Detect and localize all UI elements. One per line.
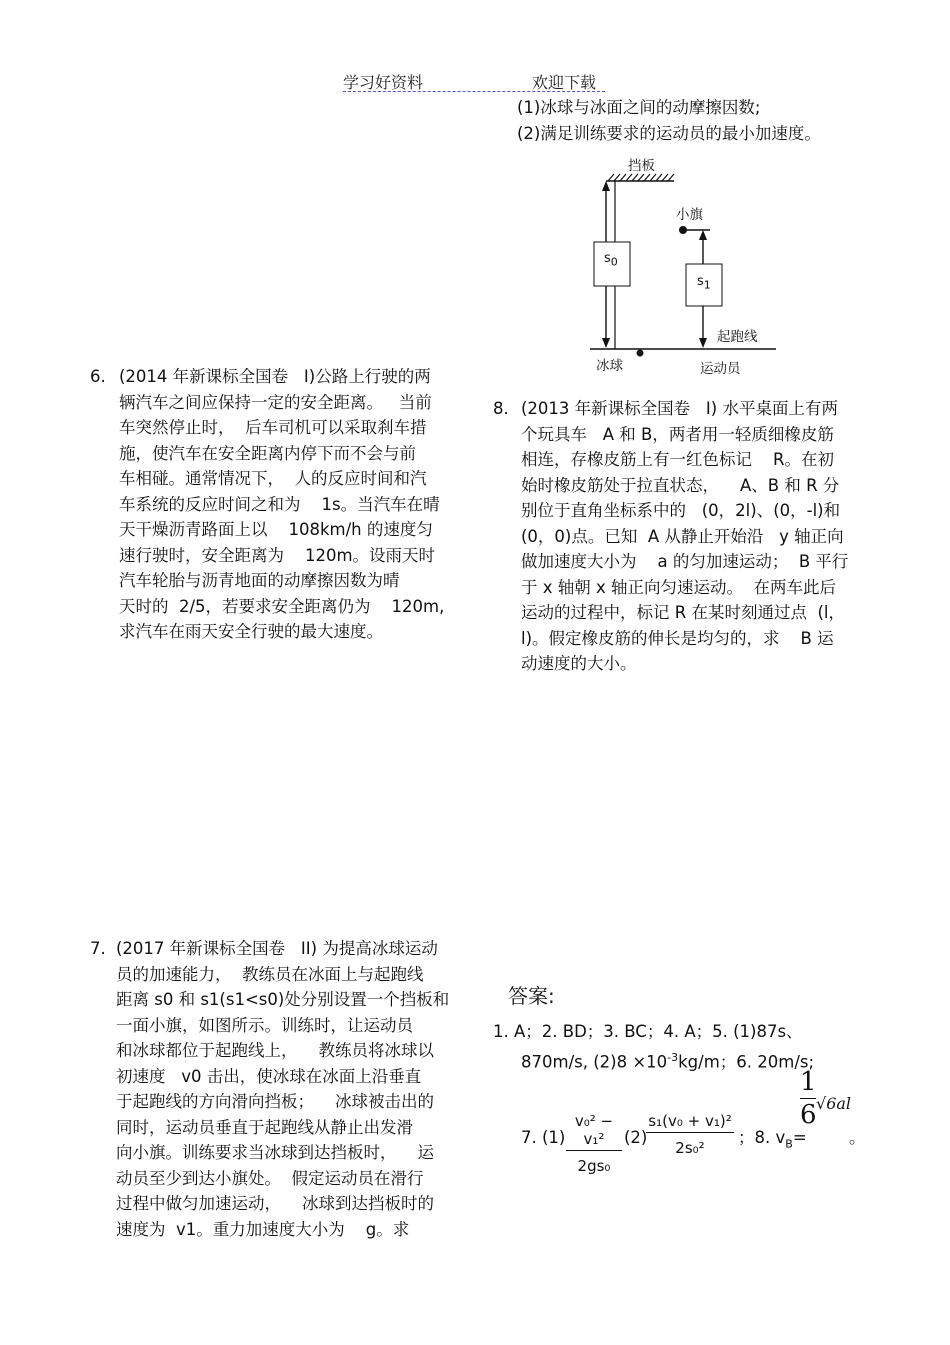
q8-text: [521, 396, 848, 677]
answer8-end: 。: [849, 1128, 866, 1147]
baffle-label: 挡板: [628, 158, 655, 174]
answer7-fraction-1-numerator: v₀² − v₁²: [566, 1112, 622, 1151]
q6-line: 车突然停止时， 后车司机可以采取刹车措: [119, 418, 427, 437]
q6-line: 速行驶时，安全距离为 120m。设雨天时: [119, 545, 436, 565]
answer7-fraction-2-numerator: s₁(v₀ + v₁)²: [646, 1112, 734, 1133]
start-line-label: 起跑线: [717, 329, 758, 345]
q7-line: 初速度 v0 击出，使冰球在冰面上沿垂直: [116, 1066, 422, 1086]
q6-line: 辆汽车之间应保持一定的安全距离。 当前: [119, 392, 432, 412]
answer7-fraction-1-denominator: 2gs₀: [577, 1157, 611, 1175]
q7-line: 和冰球都位于起跑线上， 教练员将冰球以: [116, 1041, 434, 1060]
q7-line: 一面小旗，如图所示。训练时，让运动员: [116, 1015, 413, 1035]
q7-line: 速度为 v1。重力加速度大小为 g。求: [116, 1219, 410, 1239]
answers-line-2: 870m/s, $(2)8 \times 10^{-3}kg/m$；6. 20m/s;: [521, 1051, 815, 1072]
q6-line: 求汽车在雨天安全行驶的最大速度。: [119, 622, 383, 641]
q7-part-2: (2)满足训练要求的运动员的最小加速度。: [517, 123, 821, 143]
q8-line: 个玩具车 A 和 B，两者用一轻质细橡皮筋: [521, 424, 834, 444]
q6-line: 车系统的反应时间之和为 1s。当汽车在晴: [119, 494, 440, 514]
s1-label: $s_1$: [697, 274, 711, 292]
answer7-label: 7. (1): [521, 1128, 566, 1147]
q6-text: [119, 364, 444, 645]
q8-line: 动速度的大小。: [521, 654, 637, 673]
q8-number: 8.: [493, 399, 509, 418]
q7-line: 动员至少到达小旗处。 假定运动员在滑行: [116, 1168, 424, 1188]
answer7-fraction-1: [566, 1112, 622, 1175]
q6-line: 车相碰。通常情况下， 人的反应时间和汽: [119, 469, 427, 488]
header-right: 欢迎下载: [532, 73, 597, 92]
q7-part-1: (1)冰球与冰面之间的动摩擦因数;: [517, 98, 761, 117]
q8-line: 始时橡皮筋处于拉直状态， A、B 和 R 分: [521, 475, 840, 495]
q8-line: 于 x 轴朝 x 轴正向匀速运动。 在两车此后: [521, 577, 836, 597]
q7-text: [116, 936, 449, 1242]
q7-line: 同时，运动员垂直于起跑线从静止出发滑: [116, 1117, 413, 1137]
flag-label: 小旗: [676, 207, 703, 223]
q7-line: 员的加速能力， 教练员在冰面上与起跑线: [116, 964, 424, 984]
q7-line: 向小旗。训练要求当冰球到达挡板时， 运: [116, 1143, 434, 1162]
q8-line: (2013 年新课标全国卷 I) 水平桌面上有两: [521, 399, 838, 418]
q8-line: l)。假定橡皮筋的伸长是均匀的，求 B 运: [521, 628, 834, 648]
q6-line: 天干燥沥青路面上以 108km/h 的速度匀: [119, 520, 433, 539]
answer7-fraction-2-denominator: 2s₀²: [675, 1139, 705, 1157]
q8-line: 相连，存橡皮筋上有一红色标记 R。在初: [521, 450, 834, 469]
answer7-fraction-2: [646, 1112, 734, 1157]
q7-line: 距离 s0 和 s1(s1<s0)处分别设置一个挡板和: [116, 990, 450, 1009]
q8-line: (0，0)点。已知 A 从静止开始沿 y 轴正向: [521, 526, 844, 546]
q7-line: (2017 年新课标全国卷 II) 为提高冰球运动: [116, 939, 438, 958]
header-left: 学习好资料: [343, 73, 424, 92]
q8-line: 运动的过程中，标记 R 在某时刻通过点 (l，: [521, 603, 845, 622]
q8-line: 做加速度大小为 a 的匀加速运动； B 平行: [521, 552, 849, 571]
q6-line: 汽车轮胎与沥青地面的动摩擦因数为晴: [119, 571, 400, 590]
answer8-root: √6al: [816, 1094, 852, 1113]
header-divider: [343, 91, 605, 92]
answer8-numerator: 1: [800, 1067, 817, 1097]
q6-number: 6.: [90, 367, 106, 386]
answer8-denominator: 6: [800, 1100, 817, 1130]
q6-line: (2014 年新课标全国卷 I)公路上行驶的两: [119, 367, 431, 386]
answer7-part2-label: (2): [624, 1128, 648, 1147]
s0-label: $s_0$: [604, 251, 618, 269]
q7-line: 过程中做匀加速运动， 冰球到达挡板时的: [116, 1194, 434, 1213]
athlete-label: 运动员: [700, 361, 741, 377]
q8-line: 别位于直角坐标系中的 (0，2l)、(0，-l)和: [521, 501, 841, 520]
q7-line: 于起跑线的方向滑向挡板； 冰球被击出的: [116, 1092, 434, 1111]
q7-parts: [517, 95, 821, 146]
puck-label: 冰球: [596, 358, 623, 374]
answers-title: 答案:: [508, 984, 555, 1008]
answer8-label: ；8. $v_B=$: [738, 1128, 807, 1151]
answers-line-1: 1. A；2. BD；3. BC；4. A；5. (1)87s、: [493, 1022, 803, 1041]
q6-line: 施，使汽车在安全距离内停下而不会与前: [119, 443, 416, 463]
q6-line: 天时的 2/5，若要求安全距离仍为 120m,: [119, 596, 445, 616]
q7-number: 7.: [90, 939, 106, 958]
answer8-fraction: [800, 1068, 816, 1129]
